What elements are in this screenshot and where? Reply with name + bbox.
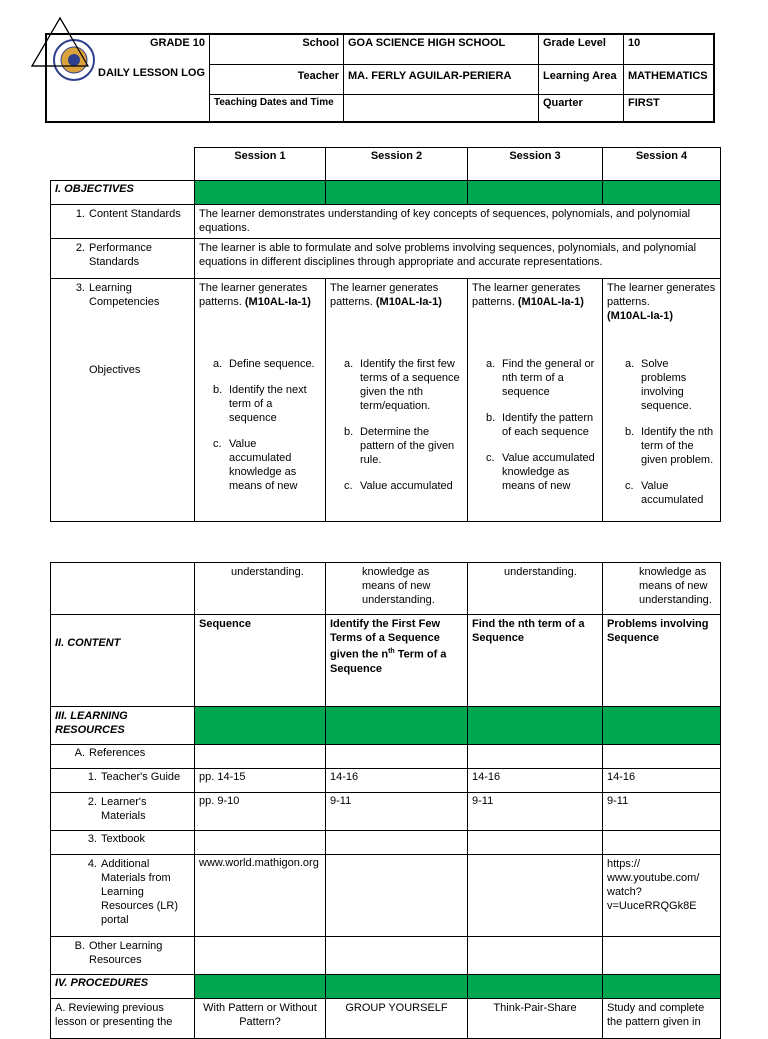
empty-cell <box>326 745 468 769</box>
tg-s4: 14-16 <box>603 769 721 793</box>
empty-cell <box>195 937 326 975</box>
procedure-a-s4: Study and complete the pattern given in <box>603 999 721 1039</box>
resources-title: III. LEARNING RESOURCES <box>51 707 195 745</box>
grade-level-value: 10 <box>624 34 715 64</box>
continuation-blank <box>51 563 195 615</box>
procedure-a-s1: With Pattern or Without Pattern? <box>195 999 326 1039</box>
procedure-a-s3: Think-Pair-Share <box>468 999 603 1039</box>
teachers-guide-label: 1. Teacher's Guide <box>51 769 195 793</box>
lesson-table-part2 <box>50 562 721 1039</box>
session-2-competency: The learner generates patterns. (M10AL-Ia-1) a. Identify the first few terms of a sequence given the nth term/equation. b. Determine the pattern of the given rule. c. Value accumulated <box>326 279 468 522</box>
empty-cell <box>326 937 468 975</box>
session-3-header: Session 3 <box>468 148 603 181</box>
green-cell <box>603 707 721 745</box>
green-cell <box>468 181 603 205</box>
green-cell <box>326 181 468 205</box>
dates-value <box>344 94 539 122</box>
empty-cell <box>326 831 468 855</box>
green-cell <box>603 181 721 205</box>
quarter-label: Quarter <box>539 94 624 122</box>
empty-cell <box>468 855 603 937</box>
empty-cell <box>195 745 326 769</box>
content-s3: Find the nth term of a Sequence <box>468 615 603 707</box>
content-standards-label: 1. Content Standards <box>51 205 195 239</box>
green-cell <box>326 975 468 999</box>
content-standards-text: The learner demonstrates understanding of key concepts of sequences, polynomials, and polynomial equations. <box>195 205 721 239</box>
continuation-s4: knowledge as means of new understanding. <box>603 563 721 615</box>
learning-competencies-label: 3. Learning Competencies Objectives <box>51 279 195 522</box>
lm-s2: 9-11 <box>326 793 468 831</box>
green-cell <box>468 975 603 999</box>
learners-materials-label: 2. Learner's Materials <box>51 793 195 831</box>
other-resources-label: B. Other Learning Resources <box>51 937 195 975</box>
empty-cell <box>468 937 603 975</box>
session-4-header: Session 4 <box>603 148 721 181</box>
content-s4: Problems involving Sequence <box>603 615 721 707</box>
empty-cell <box>468 831 603 855</box>
lm-s4: 9-11 <box>603 793 721 831</box>
objectives-title: I. OBJECTIVES <box>51 181 195 205</box>
am-s1: www.world.mathigon.org <box>195 855 326 937</box>
session-2-header: Session 2 <box>326 148 468 181</box>
grade-level-label: Grade Level <box>539 34 624 64</box>
lm-s3: 9-11 <box>468 793 603 831</box>
dates-label: Teaching Dates and Time <box>210 94 344 122</box>
learning-area-value: MATHEMATICS <box>624 64 715 94</box>
lesson-table-part1 <box>50 147 721 522</box>
empty-cell <box>468 745 603 769</box>
green-cell <box>468 707 603 745</box>
tg-s2: 14-16 <box>326 769 468 793</box>
continuation-s2: knowledge as means of new understanding. <box>326 563 468 615</box>
teacher-label: Teacher <box>210 64 344 94</box>
lm-s1: pp. 9-10 <box>195 793 326 831</box>
session-1-competency: The learner generates patterns. (M10AL-Ia-1) a. Define sequence. b. Identify the next term of a sequence c. Value accumulated knowledge as means of new <box>195 279 326 522</box>
am-s4: https:// www.youtube.com/ watch? v=UuceRRQGk8E <box>603 855 721 937</box>
textbook-label: 3. Textbook <box>51 831 195 855</box>
empty-cell <box>603 745 721 769</box>
quarter-value: FIRST <box>624 94 715 122</box>
objectives-label: Objectives <box>89 364 141 376</box>
session-4-competency: The learner generates patterns. (M10AL-Ia-1) a. Solve problems involving sequence. b. Identify the nth term of the given problem. c. Value accumulated <box>603 279 721 522</box>
additional-materials-label: 4. Additional Materials from Learning Resources (LR) portal <box>51 855 195 937</box>
tg-s3: 14-16 <box>468 769 603 793</box>
grade-label: GRADE 10 <box>149 37 205 49</box>
empty-cell <box>603 937 721 975</box>
session-3-competency: The learner generates patterns. (M10AL-Ia-1) a. Find the general or nth term of a sequence b. Identify the pattern of each sequence c. Value accumulated knowledge as means of new <box>468 279 603 522</box>
content-s2: Identify the First Few Terms of a Sequence given the $n^{th}$ Term of a Sequence <box>326 615 468 707</box>
references-label: A. References <box>51 745 195 769</box>
performance-standards-label: 2. Performance Standards <box>51 239 195 279</box>
log-title: DAILY LESSON LOG <box>98 67 205 79</box>
empty-cell <box>195 831 326 855</box>
procedure-a-label: A. Reviewing previous lesson or presenting the <box>51 999 195 1039</box>
school-label: School <box>210 34 344 64</box>
continuation-s3: understanding. <box>468 563 603 615</box>
school-value: GOA SCIENCE HIGH SCHOOL <box>344 34 539 64</box>
procedure-a-s2: GROUP YOURSELF <box>326 999 468 1039</box>
content-s1: Sequence <box>195 615 326 707</box>
teacher-value: MA. FERLY AGUILAR-PERIERA <box>344 64 539 94</box>
empty-cell <box>603 831 721 855</box>
green-cell <box>195 181 326 205</box>
session-1-header: Session 1 <box>195 148 326 181</box>
performance-standards-text: The learner is able to formulate and solve problems involving sequences, polynomials, and polynomial equations in different disciplines through appropriate and accurate representations. <box>195 239 721 279</box>
green-cell <box>603 975 721 999</box>
green-cell <box>326 707 468 745</box>
green-cell <box>195 975 326 999</box>
header-table <box>45 33 715 123</box>
content-title: II. CONTENT <box>51 615 195 707</box>
learning-area-label: Learning Area <box>539 64 624 94</box>
tg-s1: pp. 14-15 <box>195 769 326 793</box>
green-cell <box>195 707 326 745</box>
continuation-s1: understanding. <box>195 563 326 615</box>
blank-corner <box>51 148 195 181</box>
empty-cell <box>326 855 468 937</box>
procedures-title: IV. PROCEDURES <box>51 975 195 999</box>
